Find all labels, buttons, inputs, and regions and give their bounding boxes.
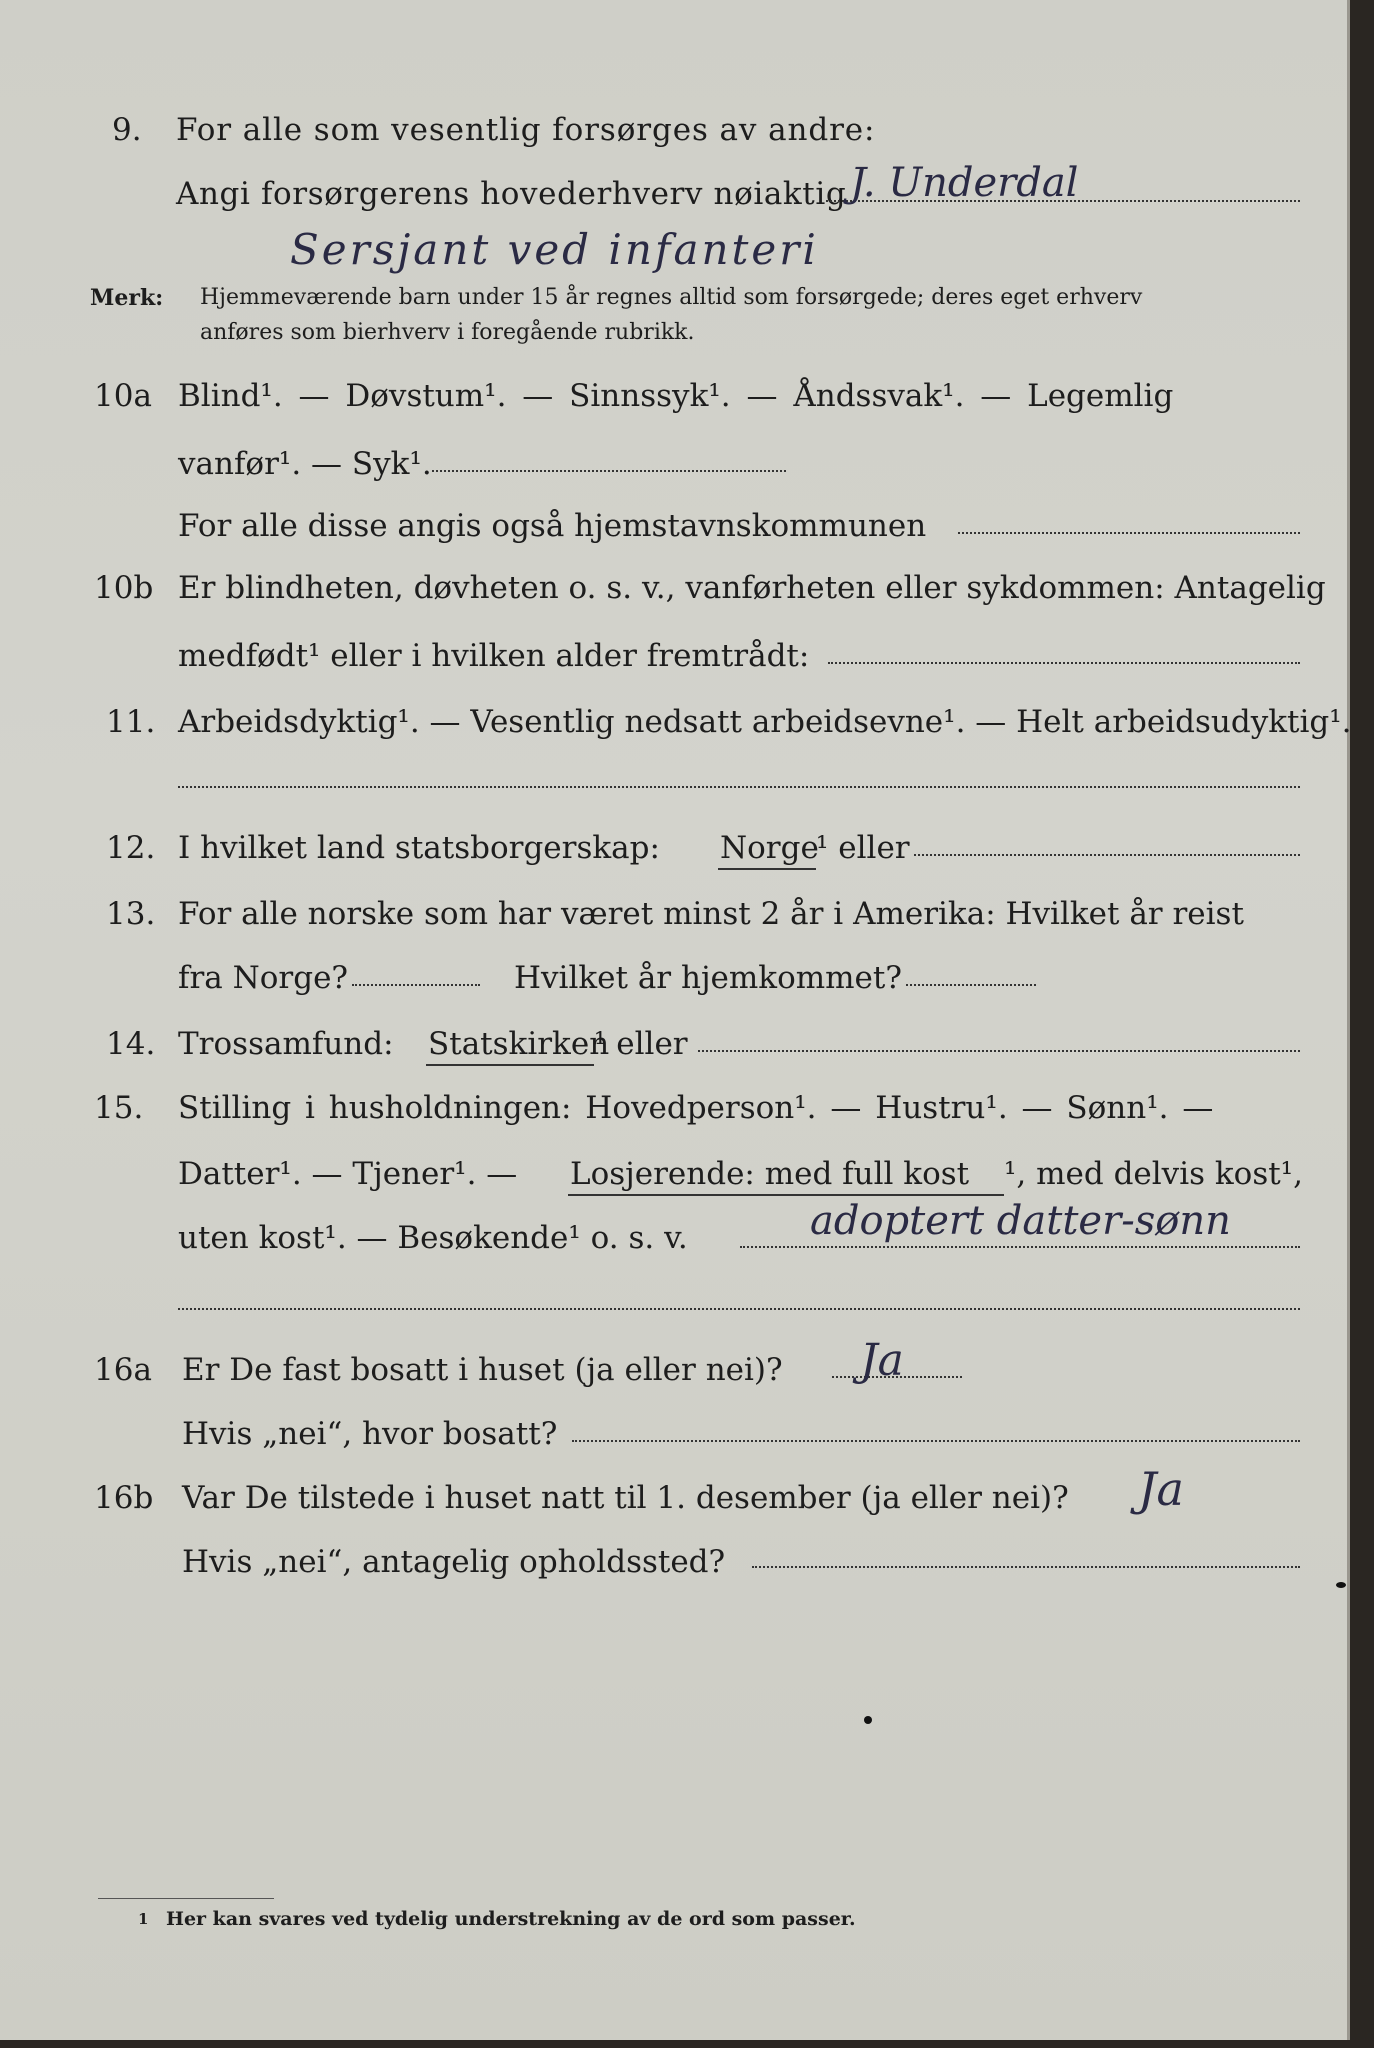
q16a-number: 16a — [94, 1352, 152, 1388]
q12-norge-underline — [718, 868, 816, 870]
q13-line2a: fra Norge? — [178, 960, 349, 996]
q14-statskirken-option: Statskirken — [428, 1026, 610, 1062]
footnote-rule — [98, 1898, 274, 1899]
q13-number: 13. — [106, 896, 156, 932]
q10a-line2: vanfør¹. — Syk¹. — [178, 446, 432, 482]
q14-prefix: Trossamfund: — [178, 1026, 394, 1062]
q16b-handwritten-answer: Ja — [1138, 1462, 1184, 1516]
q14-suffix: ¹ eller — [594, 1026, 688, 1062]
q14-statskirken-underline — [426, 1064, 594, 1066]
q13-line1: For alle norske som har været minst 2 år i Amerika: Hvilket år reist — [178, 896, 1244, 932]
q15-losjerende-underline — [568, 1194, 1004, 1196]
q13-answer-line2 — [906, 984, 1036, 986]
q9-handwritten-answer1: J. Underdal — [850, 160, 1079, 206]
q13-answer-line1 — [352, 984, 480, 986]
q12-norge-option: Norge — [720, 830, 819, 866]
q9-number: 9. — [112, 112, 142, 148]
q10a-answer-line1 — [432, 470, 786, 472]
q15-line1: Stilling i husholdningen: Hovedperson¹. — Hustru¹. — Sønn¹. — — [178, 1090, 1214, 1126]
q16b-answer-line — [752, 1566, 1300, 1568]
q15-handwritten-answer: adoptert datter-sønn — [810, 1198, 1231, 1244]
q16a-line1: Er De fast bosatt i huset (ja eller nei)? — [182, 1352, 783, 1388]
q12-answer-line — [914, 854, 1300, 856]
q10a-line3: For alle disse angis også hjemstavnskommunen — [178, 508, 927, 544]
q15-line2a: Datter¹. — Tjener¹. — — [178, 1156, 518, 1192]
q15-answer-line2 — [178, 1308, 1300, 1310]
q12-suffix: ¹ eller — [816, 830, 910, 866]
q12-number: 12. — [106, 830, 156, 866]
q14-answer-line — [698, 1050, 1300, 1052]
q10b-line1: Er blindheten, døvheten o. s. v., vanførheten eller sykdommen: Antagelig — [178, 570, 1326, 606]
q12-prefix: I hvilket land statsborgerskap: — [178, 830, 660, 866]
q15-line3: uten kost¹. — Besøkende¹ o. s. v. — [178, 1220, 688, 1256]
q11-answer-line — [178, 786, 1300, 788]
q15-number: 15. — [94, 1090, 144, 1126]
q16b-line1: Var De tilstede i huset natt til 1. desember (ja eller nei)? — [182, 1480, 1069, 1516]
q11-line1: Arbeidsdyktig¹. — Vesentlig nedsatt arbeidsevne¹. — Helt arbeidsudyktig¹. — [178, 704, 1352, 740]
q16a-answer-line2 — [572, 1440, 1300, 1442]
q15-losjerende-full-kost: Losjerende: med full kost — [570, 1156, 970, 1192]
q16b-line2: Hvis „nei“, antagelig opholdssted? — [182, 1544, 726, 1580]
ink-speck — [1336, 1582, 1346, 1588]
q16a-line2: Hvis „nei“, hvor bosatt? — [182, 1416, 558, 1452]
q9-line2: Angi forsørgerens hovederhverv nøiaktig — [176, 176, 847, 212]
q10a-answer-line2 — [958, 532, 1300, 534]
footnote-text: Her kan svares ved tydelig understrekning av de ord som passer. — [166, 1908, 856, 1930]
q14-number: 14. — [106, 1026, 156, 1062]
ink-speck — [864, 1716, 872, 1724]
merk-label: Merk: — [90, 285, 164, 311]
footnote-mark: 1 — [138, 1910, 149, 1928]
q15-answer-line1 — [740, 1246, 1300, 1248]
q10b-number: 10b — [94, 570, 154, 606]
merk-line1: Hjemmeværende barn under 15 år regnes alltid som forsørgede; deres eget erhverv — [200, 285, 1143, 310]
q16b-number: 16b — [94, 1480, 154, 1516]
q10a-line1: Blind¹. — Døvstum¹. — Sinnssyk¹. — Åndssvak¹. — Legemlig — [178, 378, 1174, 414]
q10a-number: 10a — [94, 378, 152, 414]
q13-line2b: Hvilket år hjemkommet? — [514, 960, 902, 996]
q15-line2c: ¹, med delvis kost¹, — [1004, 1156, 1303, 1192]
q11-number: 11. — [106, 704, 156, 740]
q16a-handwritten-answer: Ja — [860, 1335, 904, 1386]
q10b-answer-line — [828, 662, 1300, 664]
q10b-line2: medfødt¹ eller i hvilken alder fremtrådt: — [178, 638, 810, 674]
q9-handwritten-answer2: Sersjant ved infanteri — [290, 225, 819, 274]
merk-line2: anføres som bierhverv i foregående rubrikk. — [200, 320, 695, 345]
q9-line1: For alle som vesentlig forsørges av andre: — [176, 112, 876, 148]
